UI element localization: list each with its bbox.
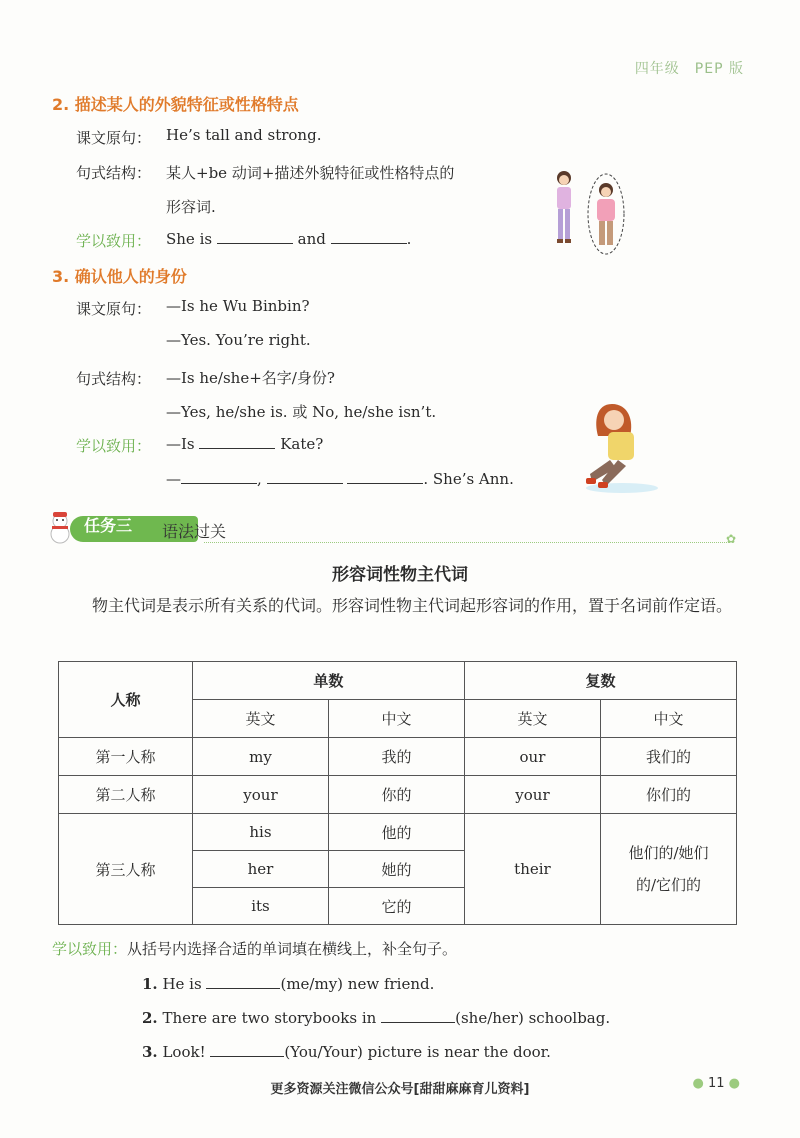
apply-label: 学以致用：	[76, 232, 152, 250]
answer-blank[interactable]	[181, 469, 257, 484]
singular-en-cell: your	[192, 776, 328, 814]
question-3	[142, 1042, 551, 1061]
section-3-title: 3. 确认他人的身份	[52, 267, 187, 286]
page-number-value: 11	[707, 1076, 725, 1091]
header-plural: 复数	[464, 662, 736, 700]
grammar-title: 形容词性物主代词	[332, 565, 468, 585]
answer-blank[interactable]	[210, 1042, 284, 1057]
person-cell: 第二人称	[59, 776, 193, 814]
answer-blank[interactable]	[206, 974, 280, 989]
apply-text: Kate?	[280, 435, 324, 453]
singular-en-cell: his	[192, 814, 328, 851]
plural-cn-cell: 我们的	[601, 738, 737, 776]
apply-label: 学以致用：	[76, 437, 152, 455]
plural-cn-cell	[601, 814, 737, 925]
original-sentence-label: 课文原句：	[76, 129, 152, 147]
singular-cn-cell: 你的	[329, 776, 465, 814]
plural-cn-line-2: 的/它们的	[635, 876, 702, 894]
structure-line-1: 某人+be 动词+描述外貌特征或性格特点的	[166, 164, 455, 182]
answer-blank[interactable]	[347, 469, 423, 484]
question-text: He is	[162, 975, 202, 993]
dot-icon: ●	[692, 1076, 704, 1091]
apply-text: ,	[257, 470, 262, 488]
person-cell: 第一人称	[59, 738, 193, 776]
question-number: 3.	[142, 1043, 158, 1061]
structure-line-2: —Yes, he/she is. 或 No, he/she isn’t.	[166, 403, 437, 421]
sitting-girl-illustration	[578, 400, 660, 495]
plural-cn-cell: 你们的	[601, 776, 737, 814]
plural-en-cell: their	[464, 814, 600, 925]
original-line-1: —Is he Wu Binbin?	[166, 297, 310, 315]
question-text: Look!	[162, 1043, 206, 1061]
apply-text-a: She is	[166, 230, 213, 248]
question-number: 1.	[142, 975, 158, 993]
tall-girl-figure	[557, 171, 571, 243]
apply-text: . She’s Ann.	[423, 470, 514, 488]
strong-girl-figure	[597, 183, 615, 245]
section-2-title: 2. 描述某人的外貌特征或性格特点	[52, 95, 299, 114]
header-plural-en: 英文	[464, 700, 600, 738]
question-text: (You/Your) picture is near the door.	[284, 1043, 551, 1061]
apply-text: —Is	[166, 435, 195, 453]
plural-en-cell: our	[464, 738, 600, 776]
header-singular-cn: 中文	[329, 700, 465, 738]
apply-line-1	[166, 434, 323, 453]
task-divider	[204, 542, 729, 543]
answer-blank[interactable]	[217, 229, 293, 244]
dot-icon: ●	[728, 1076, 740, 1091]
answer-blank[interactable]	[331, 229, 407, 244]
pronoun-table	[58, 661, 737, 925]
header-plural-cn: 中文	[601, 700, 737, 738]
person-cell: 第三人称	[59, 814, 193, 925]
answer-blank[interactable]	[381, 1008, 455, 1023]
structure-line-1: —Is he/she+名字/身份?	[166, 369, 335, 387]
page-number	[692, 1076, 740, 1091]
table-row	[59, 814, 737, 851]
table-row	[59, 738, 737, 776]
question-1	[142, 974, 434, 993]
question-text: There are two storybooks in	[162, 1009, 377, 1027]
singular-en-cell: its	[192, 888, 328, 925]
table-row	[59, 776, 737, 814]
practice-instruction-line	[52, 938, 457, 959]
header-singular: 单数	[192, 662, 464, 700]
two-girls-illustration	[546, 168, 636, 258]
question-text: (me/my) new friend.	[280, 975, 435, 993]
singular-en-cell: her	[192, 851, 328, 888]
practice-instruction: 从括号内选择合适的单词填在横线上，补全句子。	[127, 940, 458, 958]
original-line-2: —Yes. You’re right.	[166, 331, 311, 349]
structure-line-2: 形容词.	[166, 198, 216, 216]
footer-text: 更多资源关注微信公众号[甜甜麻麻育儿资料]	[270, 1082, 530, 1097]
apply-text-c: .	[406, 230, 412, 248]
structure-label: 句式结构：	[76, 370, 152, 388]
singular-cn-cell: 它的	[329, 888, 465, 925]
flower-icon: ✿	[726, 532, 737, 546]
question-2	[142, 1008, 610, 1027]
practice-label: 学以致用：	[52, 940, 128, 958]
singular-cn-cell: 他的	[329, 814, 465, 851]
apply-text: —	[166, 470, 181, 488]
task-title: 语法过关	[162, 522, 227, 541]
answer-blank[interactable]	[199, 434, 275, 449]
structure-label: 句式结构：	[76, 164, 152, 182]
original-sentence-text: He’s tall and strong.	[166, 126, 322, 144]
grade-edition-label: 四年级 PEP 版	[634, 61, 744, 77]
apply-sentence	[166, 229, 411, 248]
apply-text-b: and	[297, 230, 326, 248]
answer-blank[interactable]	[267, 469, 343, 484]
header-person: 人称	[59, 662, 193, 738]
plural-cn-line-1: 他们的/她们	[628, 844, 709, 862]
grammar-intro: 物主代词是表示所有关系的代词。形容词性物主代词起形容词的作用，置于名词前作定语。	[92, 596, 733, 615]
singular-cn-cell: 她的	[329, 851, 465, 888]
header-singular-en: 英文	[192, 700, 328, 738]
question-number: 2.	[142, 1009, 158, 1027]
singular-en-cell: my	[192, 738, 328, 776]
question-text: (she/her) schoolbag.	[455, 1009, 611, 1027]
apply-line-2	[166, 469, 514, 488]
plural-en-cell: your	[464, 776, 600, 814]
singular-cn-cell: 我的	[329, 738, 465, 776]
original-sentence-label: 课文原句：	[76, 300, 152, 318]
task-number: 任务三	[84, 516, 133, 535]
task-three-header	[44, 510, 744, 544]
